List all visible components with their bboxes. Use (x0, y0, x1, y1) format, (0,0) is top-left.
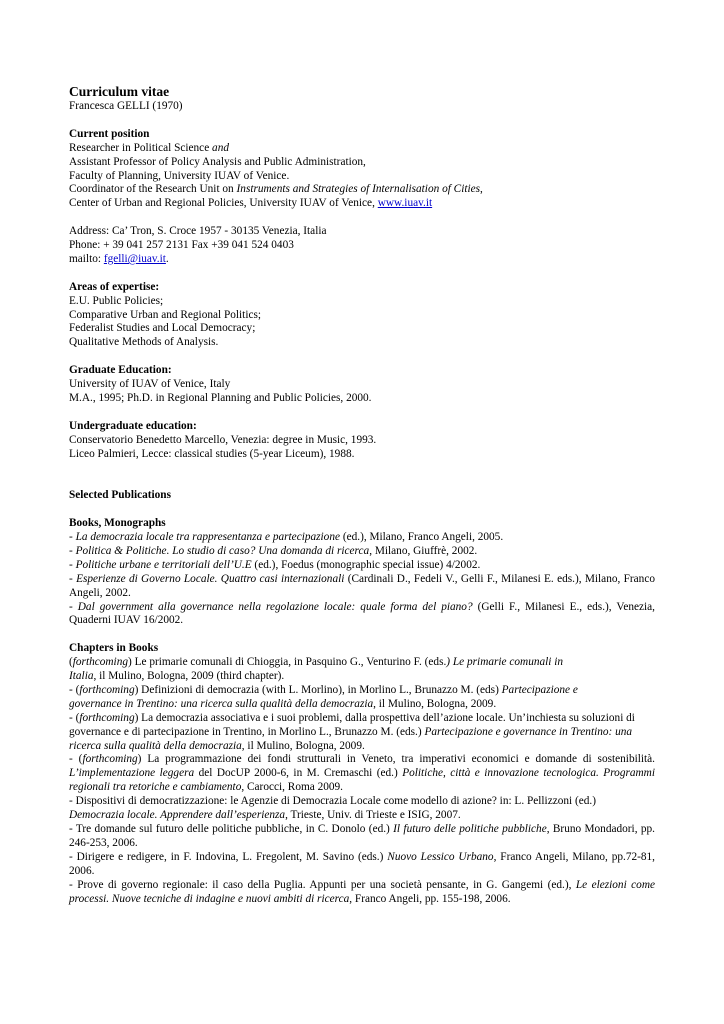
expertise-heading: Areas of expertise: (69, 280, 160, 293)
author-name: Francesca GELLI (1970) (69, 100, 183, 112)
books-heading: Books, Monographs (69, 517, 166, 530)
graduate-heading: Graduate Education: (69, 364, 172, 377)
chapters-heading: Chapters in Books (69, 642, 159, 655)
position-line: Researcher in Political Science and (69, 141, 229, 154)
chapter-entry: - Tre domande sul futuro delle politiche pubbliche, in C. Donolo (ed.) Il futuro delle politiche pubbliche, Bruno Mondadori, pp. 246-253, 2006. (69, 823, 655, 849)
expertise-item: E.U. Public Policies; (69, 294, 164, 307)
expertise-item: Qualitative Methods of Analysis. (69, 336, 219, 349)
position-line: Coordinator of the Research Unit on Instruments and Strategies of Internalisation of Cities, (69, 183, 483, 196)
chapter-entry: - Prove di governo regionale: il caso della Puglia. Appunti per una società pensante, in G. Gangemi (ed.), Le elezioni come processi. Nuove tecniche di indagine e nuovi ambiti di ricerca, Franco Angeli, pp. 155-198, 2006. (69, 878, 655, 905)
undergraduate-line: Conservatorio Benedetto Marcello, Venezia: degree in Music, 1993. (69, 433, 377, 446)
undergraduate-heading: Undergraduate education: (69, 419, 197, 432)
mail-line: mailto: fgelli@iuav.it. (69, 252, 169, 265)
expertise-item: Federalist Studies and Local Democracy; (69, 322, 256, 335)
address-line: Address: Ca’ Tron, S. Croce 1957 - 30135 Venezia, Italia (69, 225, 327, 238)
publications-heading: Selected Publications (69, 489, 171, 502)
book-entry: - La democrazia locale tra rappresentanza e partecipazione (ed.), Milano, Franco Angeli, 2005. (69, 530, 504, 543)
chapter-entry: - Dispositivi di democratizzazione: le Agenzie di Democrazia Locale come modello di azione? in: L. Pellizzoni (ed.) Democrazia locale. Apprendere dall’esperienza, Trieste, Univ. di Trieste e ISIG, 2007. (69, 795, 596, 822)
book-entry: - Dal government alla governance nella regolazione locale: quale forma del piano? (Gelli F., Milanesi E., eds.), Venezia, Quaderni IUAV 16/2002. (69, 600, 655, 627)
chapter-entry: - (forthcoming) La programmazione dei fondi strutturali in Veneto, tra imperativi economici e domande di sostenibilità. L’implementazione leggera del DocUP 2000-6, in M. Cremaschi (ed.) Politiche, città e innovazione tecnologica. Programmi regionali tra retoriche e cambiamento, Carocci, Roma 2009. (69, 753, 655, 794)
graduate-line: M.A., 1995; Ph.D. in Regional Planning and Public Policies, 2000. (69, 391, 372, 404)
position-line: Assistant Professor of Policy Analysis and Public Administration, (69, 155, 366, 168)
position-line: Faculty of Planning, University IUAV of Venice. (69, 169, 290, 182)
chapter-entry: (forthcoming) Le primarie comunali di Chioggia, in Pasquino G., Venturino F. (eds.) Le primarie comunali in Italia, il Mulino, Bologna, 2009 (third chapter). (69, 656, 564, 683)
current-position-heading: Current position (69, 127, 150, 140)
graduate-line: University of IUAV of Venice, Italy (69, 378, 231, 391)
position-line: Center of Urban and Regional Policies, University IUAV of Venice, www.iuav.it (69, 197, 433, 210)
expertise-item: Comparative Urban and Regional Politics; (69, 308, 262, 321)
chapter-entry: - (forthcoming) La democrazia associativa e i suoi problemi, dalla prospettiva dell’azione locale. Un’inchiesta su soluzioni di governance e di partecipazione in Trentino, in Morlino L., Brunazzo M. (eds.) Partecipazione e governance in Trentino: una ricerca sulla qualità della democrazia, il Mulino, Bologna, 2009. (69, 711, 635, 752)
document-title: Curriculum vitae (69, 84, 170, 99)
book-entry: - Esperienze di Governo Locale. Quattro casi internazionali (Cardinali D., Fedeli V., Gelli F., Milanesi E. eds.), Milano, Franco Angeli, 2002. (69, 572, 655, 599)
book-entry: - Politiche urbane e territoriali dell’U.E (ed.), Foedus (monographic special issue) 4/2002. (69, 558, 481, 571)
chapter-entry: - (forthcoming) Definizioni di democrazia (with L. Morlino), in Morlino L., Brunazzo M. (eds) Partecipazione e governance in Trentino: una ricerca sulla qualità della democrazia, il Mulino, Bologna, 2009. (69, 683, 578, 710)
cv-document (69, 84, 655, 906)
chapter-entry: - Dirigere e redigere, in F. Indovina, L. Fregolent, M. Savino (eds.) Nuovo Lessico Urbano, Franco Angeli, Milano, pp.72-81, 2006. (69, 850, 655, 877)
phone-line: Phone: + 39 041 257 2131 Fax +39 041 524 0403 (69, 239, 294, 252)
iuav-website-link[interactable]: www.iuav.it (377, 197, 433, 210)
book-entry: - Politica & Politiche. Lo studio di caso? Una domanda di ricerca, Milano, Giuffrè, 2002. (69, 544, 478, 557)
email-link[interactable]: fgelli@iuav.it (103, 252, 166, 265)
undergraduate-line: Liceo Palmieri, Lecce: classical studies (5-year Liceum), 1988. (69, 447, 355, 460)
